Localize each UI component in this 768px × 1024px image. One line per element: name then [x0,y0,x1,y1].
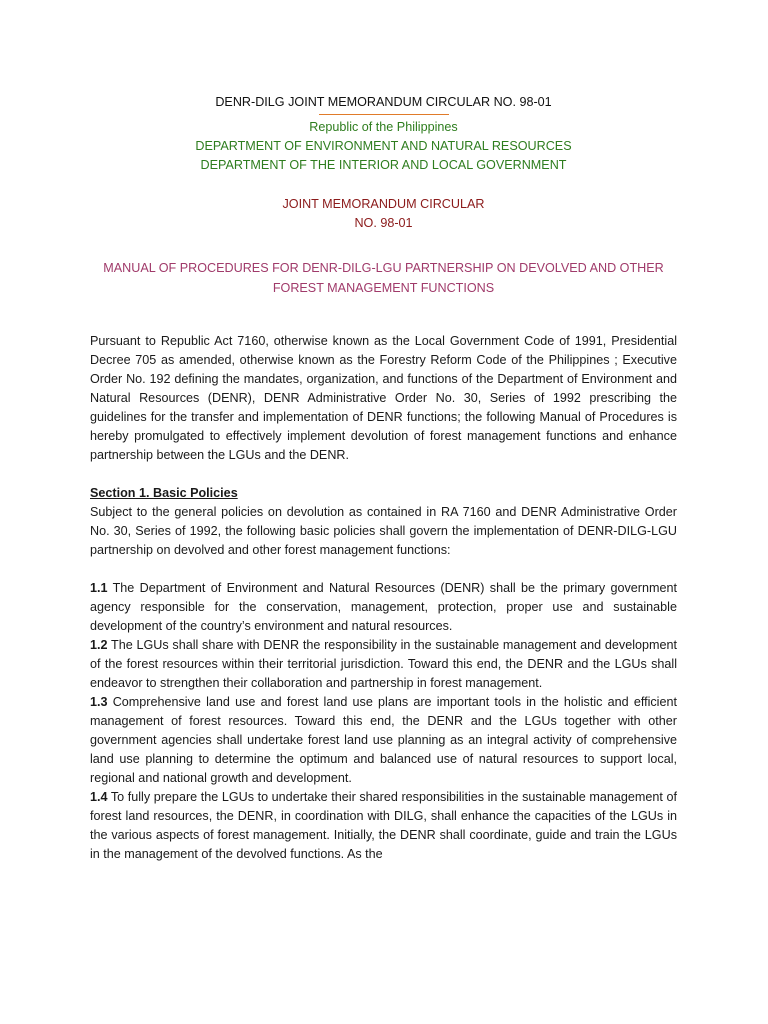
policy-item-number: 1.1 [90,581,108,595]
policy-item-text: Comprehensive land use and forest land use plans are important tools in the holistic and efficient management of forest resources. Toward this end, the DENR and the LGUs together with other government agencies shall undertake forest land use planning as an integral activity of comprehensive land use planning to determine the optimum and balanced use of natural resources to support local, regional and national growth and development. [90,695,677,785]
section-1-heading: Section 1. Basic Policies [90,486,238,500]
jmc-heading [90,195,677,233]
policy-item-number: 1.3 [90,695,108,709]
policy-item-text: The Department of Environment and Natural Resources (DENR) shall be the primary government agency responsible for the conservation, management, protection, proper use and sustainable development of the country’s environment and natural resources. [90,581,677,633]
policy-item [90,693,677,788]
title-underline-rule [319,114,449,115]
republic-line: Republic of the Philippines [309,120,458,134]
policy-item [90,788,677,864]
manual-title-line1: MANUAL OF PROCEDURES FOR DENR-DILG-LGU PARTNERSHIP ON DEVOLVED AND OTHER [103,261,664,275]
policy-item-number: 1.4 [90,790,108,804]
jmc-heading-line2: NO. 98-01 [354,216,413,230]
preamble-paragraph: Pursuant to Republic Act 7160, otherwise known as the Local Government Code of 1991, Presidential Decree 705 as amended, otherwise known as the Forestry Reform Code of the Philippines ; Executive Order No. 192 defining the mandates, organization, and functions of the Department of Environment and Natural Resources (DENR), DENR Administrative Order No. 30, Series of 1992 prescribing the guidelines for the transfer and implementation of DENR functions; the following Manual of Procedures is hereby promulgated to effectively implement devolution of forest management functions and enhance partnership between the LGUs and the DENR. [90,334,677,462]
manual-title [90,258,677,298]
document-page [90,94,677,864]
policy-item-text: The LGUs shall share with DENR the responsibility in the sustainable management and development of the forest resources within their territorial jurisdiction. Toward this end, the DENR and the LGUs shall endeavor to strengthen their collaboration and partnership in forest management. [90,638,677,690]
spacer [90,560,677,579]
jmc-heading-line1: JOINT MEMORANDUM CIRCULAR [282,197,485,211]
section-1-intro: Subject to the general policies on devolution as contained in RA 7160 and DENR Administrative Order No. 30, Series of 1992, the following basic policies shall govern the implementation of DENR-DILG-LGU partnership on devolved and other forest management functions: [90,505,677,557]
policy-item [90,636,677,693]
circular-title: DENR-DILG JOINT MEMORANDUM CIRCULAR NO. 98-01 [215,95,552,109]
policy-item-text: To fully prepare the LGUs to undertake their shared responsibilities in the sustainable management of forest land resources, the DENR, in coordination with DILG, shall enhance the capacities of the LGUs in the various aspects of forest management. Initially, the DENR shall coordinate, guide and train the LGUs in the management of the devolved functions. As the [90,790,677,861]
department-denr: DEPARTMENT OF ENVIRONMENT AND NATURAL RESOURCES [195,139,572,153]
manual-title-line2: FOREST MANAGEMENT FUNCTIONS [272,281,495,295]
policy-item [90,579,677,636]
department-dilg: DEPARTMENT OF THE INTERIOR AND LOCAL GOVERNMENT [200,158,567,172]
policy-item-number: 1.2 [90,638,108,652]
